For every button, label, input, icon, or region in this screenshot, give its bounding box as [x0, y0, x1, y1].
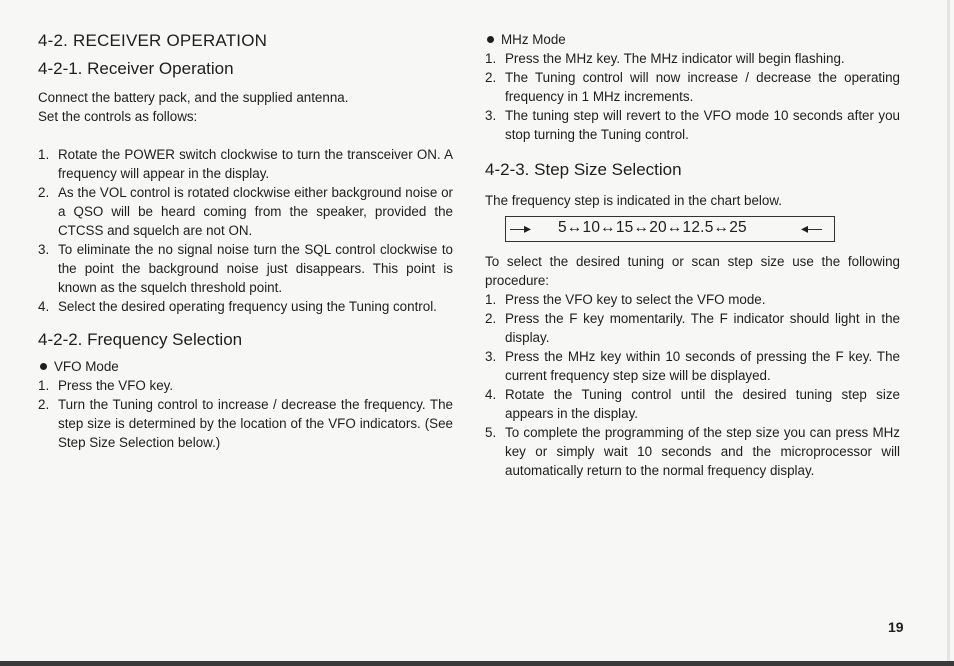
mhz-mode-label: MHz Mode	[485, 30, 900, 49]
vfo-steps-list	[38, 376, 453, 452]
list-item: 2. The Tuning control will now increase / decrease the operating frequency in 1 MHz increments.	[485, 70, 900, 104]
step-sequence: 5↔10↔15↔20↔12.5↔25	[558, 219, 747, 236]
mhz-steps-list	[485, 49, 900, 144]
subsection-title-step-size: 4-2-3. Step Size Selection	[485, 160, 682, 179]
bullet-icon	[40, 363, 47, 370]
list-item: 1. Press the VFO key to select the VFO mode.	[485, 292, 766, 307]
list-item: 1. Press the MHz key. The MHz indicator will begin flashing.	[485, 51, 845, 66]
list-item: 4. Select the desired operating frequency using the Tuning control.	[38, 299, 437, 314]
bottom-rule	[0, 661, 954, 666]
left-column	[38, 30, 453, 452]
subsection-title-frequency-selection: 4-2-2. Frequency Selection	[38, 330, 243, 349]
page-edge	[947, 0, 950, 666]
list-item: 2. Turn the Tuning control to increase / decrease the frequency. The step size is determined by the location of the VFO indicators. (See Step Size Selection below.)	[38, 397, 453, 450]
select-intro: To select the desired tuning or scan step size use the following procedure:	[485, 254, 900, 288]
list-item: 4. Rotate the Tuning control until the desired tuning step size appears in the display.	[485, 387, 900, 421]
arrow-left-icon: ◂—	[800, 220, 822, 236]
bullet-icon	[487, 36, 494, 43]
list-item: 2. Press the F key momentarily. The F indicator should light in the display.	[485, 311, 900, 345]
receiver-steps-list	[38, 145, 453, 316]
step-select-list	[485, 290, 900, 480]
list-item: 2. As the VOL control is rotated clockwise either background noise or a QSO will be heard coming from the speaker, provided the CTCSS and squelch are not ON.	[38, 185, 453, 238]
subsection-title-receiver-operation: 4-2-1. Receiver Operation	[38, 59, 234, 78]
list-item: 3. Press the MHz key within 10 seconds of pressing the F key. The current frequency step size will be displayed.	[485, 349, 900, 383]
list-item: 5. To complete the programming of the step size you can press MHz key or simply wait 10 seconds and the microprocessor will automatically return to the normal frequency display.	[485, 425, 900, 478]
chart-intro: The frequency step is indicated in the chart below.	[485, 193, 782, 208]
step-size-chart	[505, 216, 835, 242]
list-item: 1. Press the VFO key.	[38, 378, 174, 393]
intro-line: Set the controls as follows:	[38, 109, 198, 124]
intro-line: Connect the battery pack, and the supplied antenna.	[38, 90, 349, 105]
right-column	[485, 30, 900, 480]
list-item: 1. Rotate the POWER switch clockwise to turn the transceiver ON. A frequency will appear in the display.	[38, 147, 453, 181]
list-item: 3. To eliminate the no signal noise turn the SQL control clockwise to the point the background noise just disappears. This point is known as the squelch threshold point.	[38, 242, 453, 295]
arrow-right-icon: —▸	[510, 220, 532, 236]
section-title: 4-2. RECEIVER OPERATION	[38, 31, 268, 50]
vfo-mode-label: VFO Mode	[38, 357, 453, 376]
page-number: 19	[888, 619, 904, 635]
list-item: 3. The tuning step will revert to the VFO mode 10 seconds after you stop turning the Tuning control.	[485, 108, 900, 142]
